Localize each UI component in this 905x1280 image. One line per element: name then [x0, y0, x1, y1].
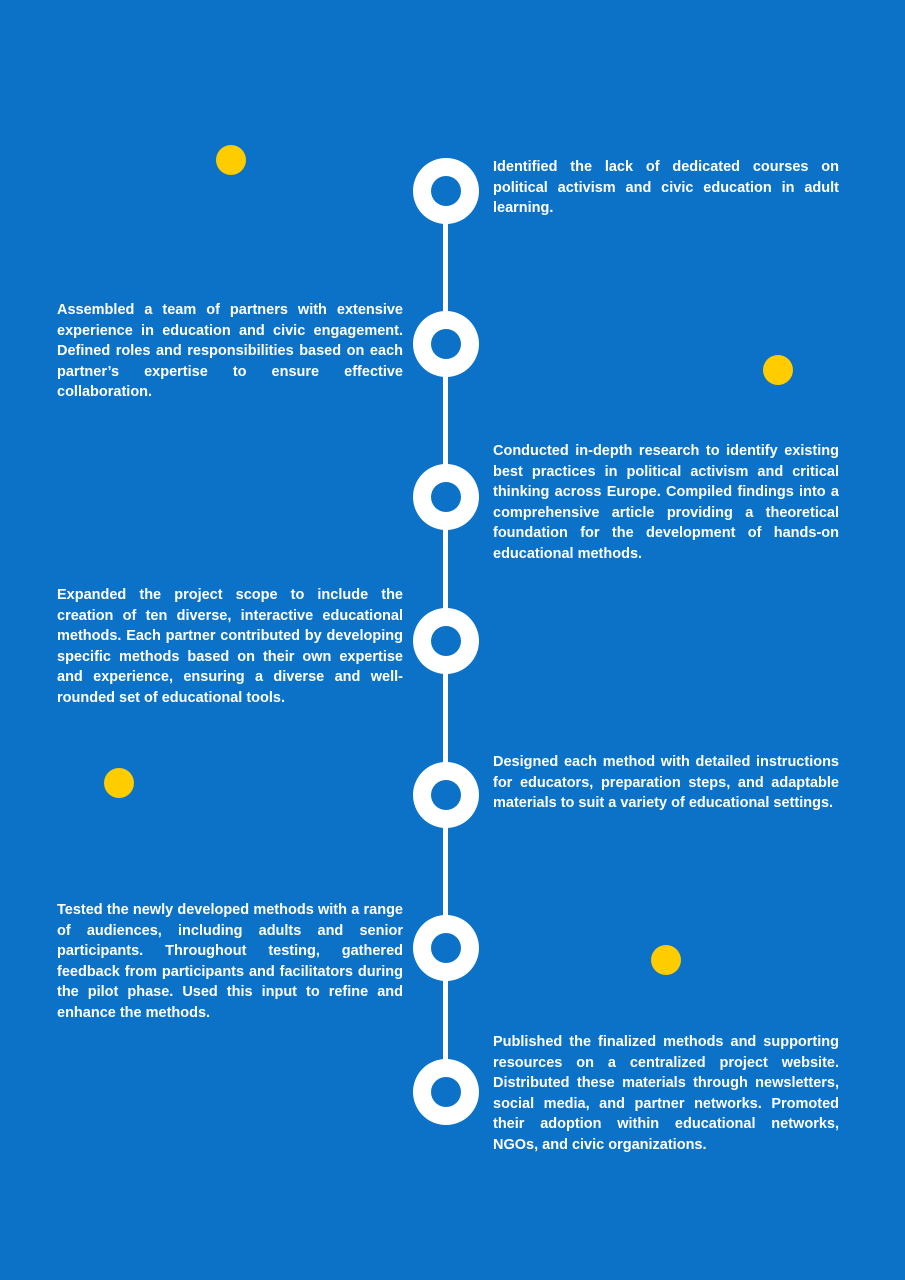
step-6-text: Tested the newly developed methods with a range of audiences, including adults and senior participants. Throughout testing, gathered feedback from participants and facilitators during the pilot phase. Used this input to refine and enhance the methods.	[57, 902, 403, 1021]
timeline-node-6	[413, 915, 479, 981]
decorative-yellow-dot	[763, 355, 793, 385]
timeline-node-2	[413, 311, 479, 377]
step-4-text: Expanded the project scope to include the creation of ten diverse, interactive educational methods. Each partner contributed by developing specific methods based on their own expertise and experience, ensuring a diverse and well-rounded set of educational tools.	[57, 587, 403, 706]
step-2-text: Assembled a team of partners with extensive experience in education and civic engagement. Defined roles and responsibilities based on each partner’s expertise to ensure effective collaboration.	[57, 302, 403, 401]
step-1-text: Identified the lack of dedicated courses on political activism and civic education in adult learning.	[493, 159, 839, 217]
timeline-node-4	[413, 608, 479, 674]
step-5-text: Designed each method with detailed instructions for educators, preparation steps, and adaptable materials to suit a variety of educational settings.	[493, 754, 839, 812]
timeline-node-3	[413, 464, 479, 530]
step-7-text: Published the finalized methods and supporting resources on a centralized project website. Distributed these materials through newsletters, social media, and partner networks. Promoted their adoption within educational networks, NGOs, and civic organizations.	[493, 1034, 839, 1153]
step-3-text: Conducted in-depth research to identify existing best practices in political activism and critical thinking across Europe. Compiled findings into a comprehensive article providing a theoretical foundation for the development of hands-on educational methods.	[493, 443, 839, 562]
timeline-node-5	[413, 762, 479, 828]
timeline-node-7	[413, 1059, 479, 1125]
decorative-yellow-dot	[104, 768, 134, 798]
timeline-node-1	[413, 158, 479, 224]
decorative-yellow-dot	[216, 145, 246, 175]
decorative-yellow-dot	[651, 945, 681, 975]
